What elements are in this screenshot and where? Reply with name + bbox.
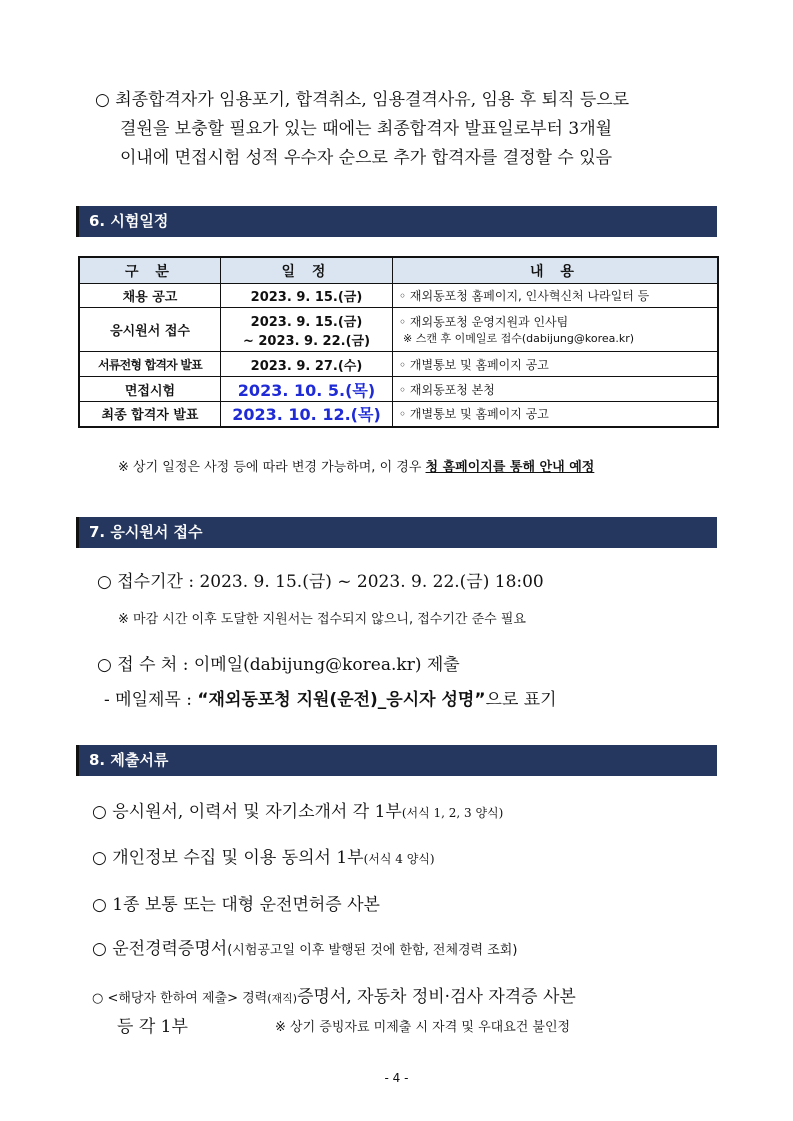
row-content [393,308,719,352]
mail-subject-label: - 메일제목 : [104,690,198,710]
header-category: 구 분 [79,257,221,284]
document-item-5-note: ※ 상기 증빙자료 미제출 시 자격 및 우대요건 불인정 [275,1020,571,1035]
row-content: ◦ 재외동포청 홈페이지, 인사혁신처 나라일터 등 [393,284,719,308]
schedule-note [118,456,594,475]
table-row [79,352,718,377]
document-item-1 [92,800,503,825]
document-item-2 [92,846,435,871]
row-content: ◦ 개별통보 및 홈페이지 공고 [393,402,719,427]
mail-subject [104,685,557,710]
application-period-note: ※ 마감 시간 이후 도달한 지원서는 접수되지 않으니, 접수기간 준수 필요 [118,612,526,627]
document-item-4-text: ○ 운전경력증명서 [92,939,228,959]
document-item-5-prefix: ○ <해당자 한하여 제출> 경력 [92,991,268,1006]
table-row [79,402,718,427]
row-content: ◦ 재외동포청 본청 [393,377,719,402]
row-date: 2023. 10. 5.(목) [221,377,393,402]
table-header-row [79,257,718,284]
row-content: ◦ 개별통보 및 홈페이지 공고 [393,352,719,377]
row-date: 2023. 10. 12.(목) [221,402,393,427]
row-date: 2023. 9. 27.(수) [221,352,393,377]
header-date: 일 정 [221,257,393,284]
section-8-header: 8. 제출서류 [76,745,717,776]
document-item-5 [92,983,722,1013]
document-item-5-line2: 등 각 1부 [117,1017,188,1037]
row-name: 서류전형 합격자 발표 [79,352,221,377]
mail-subject-emphasis: “재외동포청 지원(운전)_응시자 성명” [197,690,486,710]
row-name: 면접시험 [79,377,221,402]
row-name: 채용 공고 [79,284,221,308]
document-item-4-detail: (시험공고일 이후 발행된 것에 한함, 전체경력 조회) [227,943,518,958]
table-row [79,308,718,352]
intro-line-3: 이내에 면접시험 성적 우수자 순으로 추가 합격자를 결정할 수 있음 [120,148,613,168]
document-item-2-text: ○ 개인정보 수집 및 이용 동의서 1부 [92,848,364,868]
schedule-table [78,256,719,428]
row-date [221,308,393,352]
document-item-4 [92,937,517,963]
schedule-note-emphasis: 청 홈페이지를 통해 안내 예정 [425,460,595,475]
schedule-note-text: ※ 상기 일정은 사정 등에 따라 변경 가능하며, 이 경우 [118,460,426,475]
intro-line-2: 결원을 보충할 필요가 있는 때에는 최종합격자 발표일로부터 3개월 [120,119,613,139]
document-item-1-form: (서식 1, 2, 3 양식) [401,806,504,820]
row-name: 최종 합격자 발표 [79,402,221,427]
intro-line-1: ○ 최종합격자가 임용포기, 합격취소, 임용결격사유, 임용 후 퇴직 등으로 [95,90,630,110]
section-6-header: 6. 시험일정 [76,206,717,237]
table-row [79,284,718,308]
document-item-3: ○ 1종 보통 또는 대형 운전면허증 사본 [92,895,380,915]
row-date-end: ~ 2023. 9. 22.(금) [242,333,371,349]
application-place: ○ 접 수 처 : 이메일(dabijung@korea.kr) 제출 [97,655,460,675]
row-date-start: 2023. 9. 15.(금) [250,314,363,330]
document-item-5-text: 증명서, 자동차 정비·검사 자격증 사본 [297,987,576,1007]
mail-subject-suffix: 으로 표기 [485,690,557,710]
application-period: ○ 접수기간 : 2023. 9. 15.(금) ~ 2023. 9. 22.(금) 18:00 [97,572,544,592]
page-number: - 4 - [384,1071,409,1085]
row-date: 2023. 9. 15.(금) [221,284,393,308]
row-content-note: ※ 스캔 후 이메일로 접수(dabijung@korea.kr) [403,332,635,345]
row-content-main: ◦ 재외동포청 운영지원과 인사팀 [399,315,569,329]
row-name: 응시원서 접수 [79,308,221,352]
header-content: 내 용 [393,257,719,284]
document-item-1-text: ○ 응시원서, 이력서 및 자기소개서 각 1부 [92,802,402,822]
document-item-2-form: (서식 4 양식) [363,852,435,866]
section-7-header: 7. 응시원서 접수 [76,517,717,548]
intro-paragraph [95,86,720,173]
document-item-5-paren: (재직) [267,992,298,1005]
table-row [79,377,718,402]
